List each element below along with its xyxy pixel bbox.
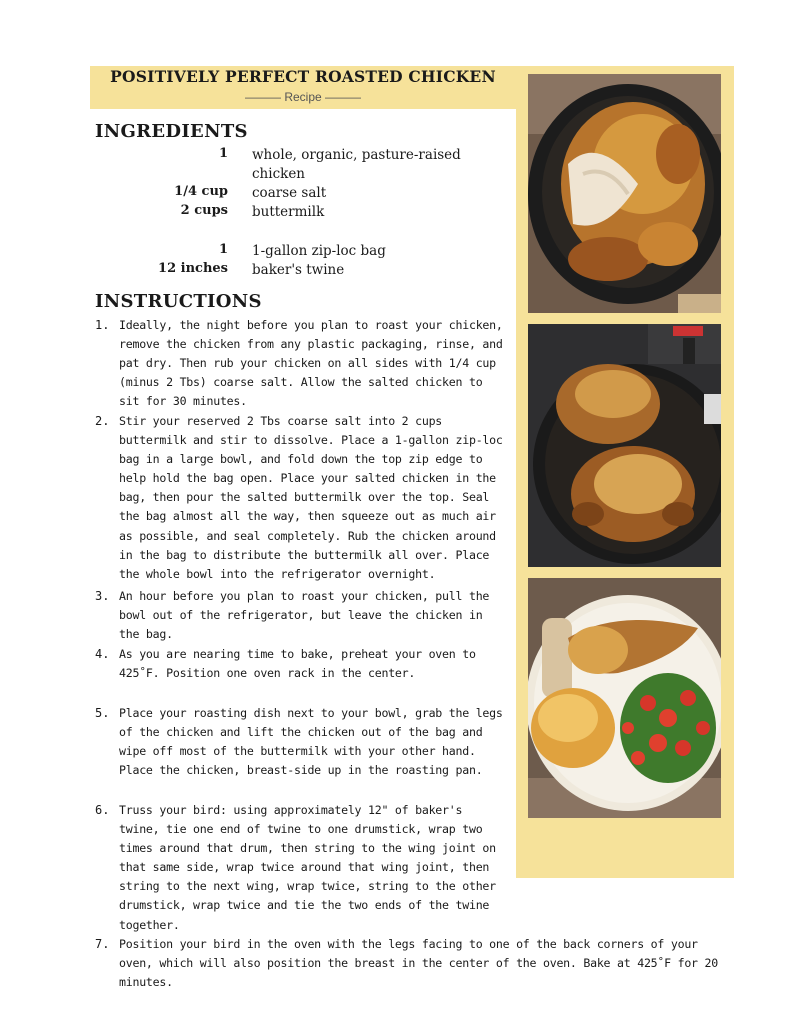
instruction-step [95,935,735,992]
ingredient-quantity: 2 cups [180,203,228,218]
instructions-heading: INSTRUCTIONS [95,291,262,312]
step-number: 1. [95,318,110,332]
step-text: An hour before you plan to roast your chicken, pull the bowl out of the refrigerator, but leave the chicken in the bag. [119,589,490,642]
ingredient-name: buttermilk [252,204,325,220]
ingredient-name: coarse salt [252,185,327,201]
ingredient-name: 1-gallon zip-loc bag [252,243,386,259]
instruction-step [95,801,509,935]
recipe-title: POSITIVELY PERFECT ROASTED CHICKEN [110,67,496,86]
ingredient-quantity: 1 [218,242,228,257]
step-text: Place your roasting dish next to your bowl, grab the legs of the chicken and lift the chicken out of the bag and wipe off most of the buttermilk with your other hand. Place the chicken, breast-side up in the roasting pan. [119,706,503,778]
two-chickens-image [528,324,721,567]
step-number: 3. [95,589,110,603]
step-number: 2. [95,414,110,428]
ingredient-row [95,184,515,203]
instruction-step [95,412,509,584]
step-text: Stir your reserved 2 Tbs coarse salt into 2 cups buttermilk and stir to dissolve. Place a 1-gallon zip-loc bag in a large bowl, and fold down the top zip edge to help hold the bag open. Place your salted chicken in the bag, then pour the salted buttermilk over the top. Seal the bag almost all the way, then squeeze out as much air as possible, and seal completely. Rub the chicken around in the bag to distribute the buttermilk all over. Place the whole bowl into the refrigerator overnight. [119,414,503,581]
step-number: 6. [95,803,110,817]
roasted-chicken-image [528,74,721,313]
instruction-step [95,704,509,780]
ingredient-quantity: 1 [218,146,228,161]
instruction-step [95,645,509,683]
recipe-subtitle: ——— Recipe ——— [244,90,362,104]
ingredient-row [95,261,515,280]
ingredient-quantity: 1/4 cup [174,184,228,199]
step-text: As you are nearing time to bake, preheat your oven to 425˚F. Position one oven rack in the center. [119,647,476,681]
ingredient-row [95,203,515,222]
step-number: 5. [95,706,110,720]
instruction-step [95,316,509,411]
ingredients-heading: INGREDIENTS [95,121,248,142]
photo-roasted-chicken-carved [528,74,721,313]
instruction-step [95,587,509,644]
step-number: 7. [95,937,110,951]
step-text: Truss your bird: using approximately 12" of baker's twine, tie one end of twine to one drumstick, wrap two times around that drum, then string to the wing joint on that same side, wrap twice around that wing joint, then string to the next wing, wrap twice, string to the other drumstick, wrap twice and tie the two ends of the twine together. [119,803,496,932]
step-text: Position your bird in the oven with the legs facing to one of the back corners of your oven, which will also position the breast in the center of the oven. Bake at 425˚F for 20 minutes. [119,937,718,990]
photo-two-chickens-skillet [528,324,721,567]
ingredient-row [95,242,515,261]
photo-plated-chicken [528,578,721,818]
plated-chicken-image [528,578,721,818]
step-text: Ideally, the night before you plan to roast your chicken, remove the chicken from any plastic packaging, rinse, and pat dry. Then rub your chicken on all sides with 1/4 cup (minus 2 Tbs) coarse salt. Allow the salted chicken to sit for 30 minutes. [119,318,503,409]
ingredient-quantity: 12 inches [158,261,228,276]
step-number: 4. [95,647,110,661]
ingredient-name: whole, organic, pasture-raised chicken [252,147,461,182]
ingredient-name: baker's twine [252,262,345,278]
ingredient-row [95,146,515,182]
